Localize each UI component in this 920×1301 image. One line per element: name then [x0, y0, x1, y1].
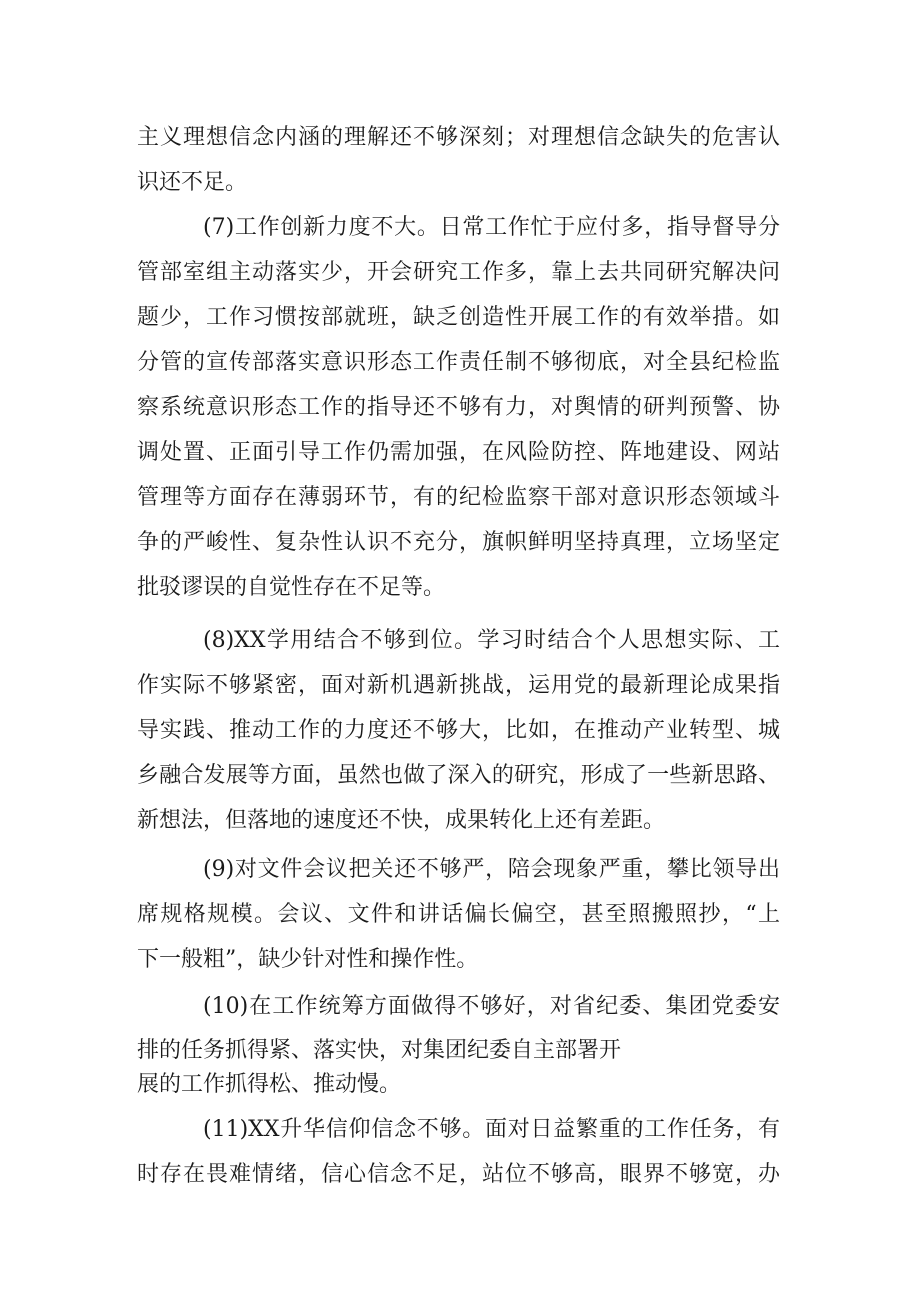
text-line: 展的工作抓得松、推动慢。: [137, 1072, 402, 1097]
text-line: 席规格规模。会议、文件和讲话偏长偏空，甚至照搬照抄，“上: [137, 902, 780, 927]
paragraph-heading-8: (8)XX学用结合不够到位。学习时结合个人思想实际、工: [203, 628, 780, 653]
paragraph-heading-10: (10)在工作统筹方面做得不够好，对省纪委、集团党委安: [203, 994, 780, 1019]
paragraph-heading-7: (7)工作创新力度不大。日常工作忙于应付多，指导督导分: [203, 215, 780, 240]
text-line: 时存在畏难情绪，信心信念不足，站位不够高，眼界不够宽，办: [137, 1162, 780, 1187]
text-line: 作实际不够紧密，面对新机遇新挑战，运用党的最新理论成果指: [137, 673, 780, 698]
text-line: 管部室组主动落实少，开会研究工作多，靠上去共同研究解决问: [137, 260, 780, 285]
text-line: 调处置、正面引导工作仍需加强，在风险防控、阵地建设、网站: [137, 440, 780, 465]
text-line: 分管的宣传部落实意识形态工作责任制不够彻底，对全县纪检监: [137, 350, 780, 375]
text-line: 争的严峻性、复杂性认识不充分，旗帜鲜明坚持真理，立场坚定: [137, 530, 780, 555]
paragraph-heading-11: (11)XX升华信仰信念不够。面对日益繁重的工作任务，有: [203, 1117, 780, 1142]
text-line: 察系统意识形态工作的指导还不够有力，对舆情的研判预警、协: [137, 395, 780, 420]
text-line: 新想法，但落地的速度还不快，成果转化上还有差距。: [137, 808, 666, 833]
text-line: 导实践、推动工作的力度还不够大，比如，在推动产业转型、城: [137, 718, 780, 743]
text-line: 排的任务抓得紧、落实快，对集团纪委自主部署开: [137, 1038, 622, 1063]
text-line: 主义理想信念内涵的理解还不够深刻；对理想信念缺失的危害认: [137, 125, 780, 150]
text-line: 识还不足。: [137, 170, 248, 195]
text-line: 乡融合发展等方面，虽然也做了深入的研究，形成了一些新思路、: [137, 763, 780, 788]
paragraph-heading-9: (9)对文件会议把关还不够严，陪会现象严重，攀比领导出: [203, 857, 780, 882]
text-line: 下一般粗”，缺少针对性和操作性。: [137, 947, 479, 972]
text-line: 批驳谬误的自觉性存在不足等。: [137, 575, 446, 600]
text-line: 题少，工作习惯按部就班，缺乏创造性开展工作的有效举措。如: [137, 305, 780, 330]
text-line: 管理等方面存在薄弱环节，有的纪检监察干部对意识形态领域斗: [137, 485, 780, 510]
